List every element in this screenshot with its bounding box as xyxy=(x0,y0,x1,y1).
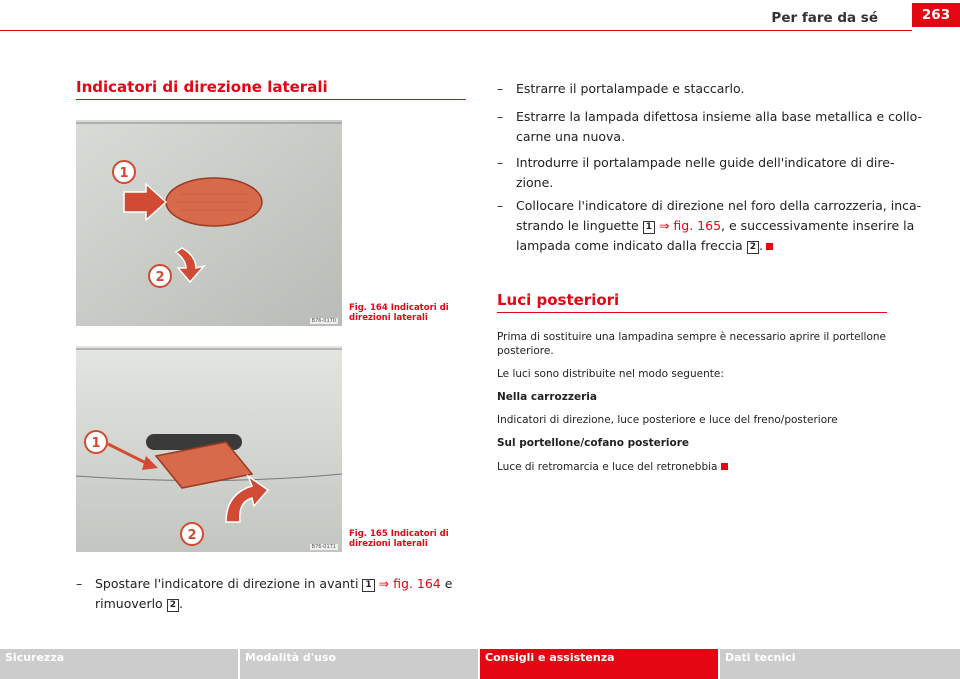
section-heading-luci-posteriori: Luci posteriori xyxy=(497,291,620,309)
fig165-callout-2: 2 xyxy=(187,528,197,543)
figure-165-image xyxy=(76,346,342,552)
right-step-4 xyxy=(516,196,921,256)
carrozzeria-lights-text: Indicatori di direzione, luce posteriore e luce del freno/posteriore xyxy=(497,414,838,426)
fig-164-link[interactable]: ⇒ fig. 164 xyxy=(378,576,441,591)
ref-box-2: 2 xyxy=(747,241,759,254)
right-step-2-line1: Estrarre la lampada difettosa insieme alla base metallica e collo- xyxy=(516,109,923,124)
luci-intro-paragraph xyxy=(497,330,886,358)
right-step-4-line1: Collocare l'indicatore di direzione nel foro della carrozzeria, inca- xyxy=(516,198,922,213)
figure-165-code: B76-0171 xyxy=(311,544,336,550)
end-of-section-square-icon xyxy=(721,463,728,470)
figure-164-caption xyxy=(349,303,449,323)
ref-box-2: 2 xyxy=(167,599,179,612)
figure-164-caption-line2: direzioni laterali xyxy=(349,313,428,323)
fig165-callout-1: 1 xyxy=(91,436,101,451)
portellone-lights-text xyxy=(497,460,728,474)
fig164-callout-2: 2 xyxy=(155,270,165,285)
footer-tab-sicurezza[interactable]: Sicurezza xyxy=(0,649,238,679)
figure-164-image xyxy=(76,120,342,326)
section-heading-indicatori: Indicatori di direzione laterali xyxy=(76,78,328,96)
right-step-1-dash: – xyxy=(497,81,504,96)
luci-distribution-text: Le luci sono distribuite nel modo seguente: xyxy=(497,368,724,380)
figure-165-caption-line2: direzioni laterali xyxy=(349,539,428,549)
figure-164-illustration xyxy=(76,120,342,326)
right-step-2-dash: – xyxy=(497,109,504,124)
step-spostare-end: . xyxy=(178,596,183,611)
footer-tab-dati-tecnici[interactable]: Dati tecnici xyxy=(720,649,960,679)
right-step-2 xyxy=(516,107,922,147)
right-step-4-line3-post: . xyxy=(758,238,763,253)
right-step-3-dash: – xyxy=(497,155,504,170)
luci-intro-line2: posteriore. xyxy=(497,345,554,357)
ref-box-1: 1 xyxy=(643,221,655,234)
step-dash: – xyxy=(76,576,83,591)
fig164-callout-1: 1 xyxy=(119,166,129,181)
luci-intro-line1: Prima di sostituire una lampadina sempre è necessario aprire il portellone xyxy=(497,331,887,343)
figure-165-caption-line1: Fig. 165 Indicatori di xyxy=(349,529,449,539)
figure-164-code: B76-0170 xyxy=(311,318,336,324)
right-step-2-line2: carne una nuova. xyxy=(516,129,626,144)
right-step-4-line2-pre: strando le linguette xyxy=(516,218,639,233)
step-spostare xyxy=(95,574,452,614)
section-heading-rule xyxy=(497,312,887,313)
step-spostare-text: Spostare l'indicatore di direzione in avanti xyxy=(95,576,359,591)
footer-tab-consigli-assistenza[interactable]: Consigli e assistenza xyxy=(480,649,718,679)
footer-tab-modalita-uso[interactable]: Modalità d'uso xyxy=(240,649,478,679)
end-of-section-square-icon xyxy=(766,243,773,250)
figure-164-caption-line1: Fig. 164 Indicatori di xyxy=(349,303,449,313)
step-spostare-post: e xyxy=(444,576,453,591)
portellone-lights-label: Luce di retromarcia e luce del retronebbia xyxy=(497,461,718,473)
right-step-1: Estrarre il portalampade e staccarlo. xyxy=(516,81,745,96)
subheading-carrozzeria: Nella carrozzeria xyxy=(497,391,597,403)
step-spostare-line2: rimuoverlo xyxy=(95,596,163,611)
figure-165-caption xyxy=(349,529,449,549)
section-heading-rule xyxy=(76,99,466,100)
right-step-4-line3-pre: lampada come indicato dalla freccia xyxy=(516,238,743,253)
running-header-title: Per fare da sé xyxy=(771,10,878,26)
right-step-4-dash: – xyxy=(497,198,504,213)
right-step-3 xyxy=(516,153,894,193)
header-rule xyxy=(0,30,912,31)
subheading-portellone: Sul portellone/cofano posteriore xyxy=(497,437,690,449)
ref-box-1: 1 xyxy=(362,579,374,592)
fig-165-link[interactable]: ⇒ fig. 165 xyxy=(658,218,722,233)
figure-165-illustration xyxy=(76,346,342,552)
right-step-3-line2: zione. xyxy=(516,175,554,190)
right-step-3-line1: Introdurre il portalampade nelle guide dell'indicatore di dire- xyxy=(516,155,895,170)
right-step-4-line2-post: , e successivamente inserire la xyxy=(721,218,915,233)
page-number: 263 xyxy=(912,3,960,27)
